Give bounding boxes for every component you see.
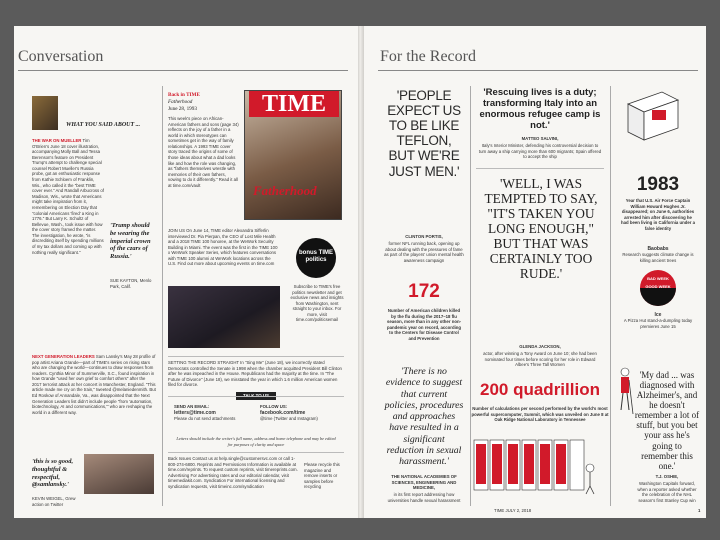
quote-oshie: 'My dad ... was diagnosed with Alzheimer's, and he doesn't remember a lot of stuff, but you bet your ass he's going to remember this one.': [634, 370, 700, 471]
mueller-section: [32, 138, 104, 255]
correction-rule: [168, 356, 344, 357]
quote-portis: 'PEOPLE EXPECT US TO BE LIKE TEFLON, BUT WE'RE JUST MEN.': [387, 88, 461, 179]
mueller-head: THE WAR ON MUELLER: [32, 138, 82, 143]
good-bad-week-sign: [640, 270, 676, 306]
quote-salvini: 'Rescuing lives is a duty; transforming Italy into an enormous refugee camp is not.': [479, 87, 601, 131]
recycle-note: Please recycle this magazine and remove inserts or samples before recycling: [304, 462, 340, 490]
quote-salvini-desc: Italy's Interior Minister, defending his controversial decision to turn away a ship carrying more than 600 migrants; Spain offered to accept the ship: [478, 143, 602, 160]
back-in-time-body: This week's piece on African-American fathers and sons (page 34) reflects on the joy of a father in a world in which stereotypes can sometimes get in the way of family relationships. A 1993 TIME cover story traced the origins of some of those ideas about what a dad looks like and how the role was changing, as "fathers themselves wrestle with memories of their own fathers, vowing to do it differently." Read it all at time.com/vault: [168, 116, 239, 188]
year-1983-desc: Year that U.S. Air Force Captain William Howard Hughes Jr. disappeared; on June 6, authorities arrested him after discovering he had been living in California under a false identity: [620, 198, 695, 231]
back-in-time-date: June 28, 1993: [168, 106, 197, 112]
mueller-cover-thumbnail: [32, 96, 58, 130]
bonus-body: Subscribe to TIME's free politics newsletter and get exclusive news and insights from Washington, sent straight to your inbox. For more, visit time.com/politicsemail: [290, 284, 344, 323]
stat-172-desc: Number of American children killed by the flu during the 2017–18 flu season, more than in any other non-pandemic year on record, according to the Centers for Disease Control and Prevention: [386, 308, 462, 341]
quote-oshie-attr: T.J. OSHIE,: [655, 474, 679, 479]
bonus-politics-badge: bonus TIME politics: [296, 238, 336, 278]
column-divider: [162, 86, 163, 506]
back-in-time-head: Back in TIME: [168, 92, 200, 98]
quote-salvini-attr: MATTEO SALVINI,: [521, 136, 559, 141]
follow-facebook[interactable]: facebook.com/time: [260, 409, 306, 416]
quote-jackson: 'WELL, I WAS TEMPTED TO SAY, "IT'S TAKEN YOU LONG ENOUGH," BUT THAT WAS CERTAINLY TOO RUDE.': [484, 176, 598, 281]
follow-twitter[interactable]: @time (Twitter and Instagram): [260, 416, 318, 422]
event-photo: [168, 286, 280, 348]
right-page: [364, 26, 706, 518]
tweet-quote: 'this is so good, thoughtful & respectful, @samlansky.': [32, 458, 74, 489]
page-number: 1: [698, 508, 701, 513]
back-issues-rule: [168, 452, 344, 453]
nextgen-body: Sam Lansky's May 28 profile of pop artist Ariana Grande—part of TIME's series on rising stars who are changing the world—continues to draw responses from readers. Cynthia Minor of Summerville, S.C., found inspiration in how Grande "used her own grief to comfort others" after the 2017 terrorist attack at her concert in Manchester, England. "This article made me cry on the train," tweeted @melaniedenmith. But Ed Roskow of Annandale, Va., was disappointed that the Next Generation Leaders list didn't include people "from 'automation, biotechnology, AI and communications,'" who are reshaping the world in a different way.: [32, 354, 156, 415]
mailbox-svg: [622, 82, 682, 146]
back-issues-text: Back Issues Contact us at help.single@customersvc.com or call 1-800-274-6800. Reprints and Permissions Information is available at time.com/reprints. To request custom reprints, visit timereprints.com. Advertising For advertising rates and our editorial calendar, visit timemediakit.com. Syndication For international licensing and syndication requests, visit timeinc.com/syndication: [168, 456, 298, 489]
cover-title: Fatherhood: [253, 183, 317, 198]
hockey-figure-svg: [616, 366, 634, 418]
sign-bottom-label: GOOD WEEK: [645, 284, 671, 289]
back-in-time-sub: Fatherhood: [168, 99, 193, 105]
header-rule: [18, 70, 348, 71]
column-divider-b: [610, 86, 611, 506]
quote-jackson-attr: GLENDA JACKSON,: [519, 344, 561, 349]
follow-label: FOLLOW US:: [260, 404, 288, 409]
supercomputer-svg: [472, 432, 602, 496]
cover-logo: TIME: [249, 91, 339, 117]
good-week-label: Baobabs: [647, 246, 669, 252]
left-page: [14, 26, 358, 518]
year-1983: 1983: [636, 174, 680, 195]
mailbox-illustration: [622, 82, 682, 146]
stat-172: 172: [408, 281, 440, 302]
quote-portis-attr: CLINTON PORTIS,: [405, 234, 443, 239]
tweet-attribution: KEVIN WEIGEL, Grew action on Twitter: [32, 496, 76, 507]
nextgen-head: NEXT GENERATION LEADERS: [32, 354, 95, 359]
nextgen-section: [32, 354, 156, 415]
send-email-note: Please do not send attachments: [174, 416, 236, 422]
salvini-rule: [476, 168, 604, 169]
join-us-body: JOIN US On June 14, TIME editor Alexandra Sifferlin interviewed Dr. Pia Pierpan, the CEO of Lost Mile Health and a 2018 TIME 100 honoree, at the WeWork Security Building in Miami. The event was the first in the TIME 100 x WeWork Speaker Series, which features conversations with TIME 100 alumni at WeWork locations across the U.S. Find out more about upcoming events on time.com: [168, 228, 278, 267]
hockey-figure-illustration: [616, 366, 634, 418]
good-week-desc: Research suggests climate change is killing ancient trees: [622, 252, 694, 263]
section-title-for-the-record: For the Record: [380, 48, 476, 65]
sign-bottom-half: [640, 288, 676, 306]
pull-quote-trump: 'Trump should be wearing the imperial crown of the czars of Russia.': [110, 222, 151, 261]
section-title-conversation: Conversation: [18, 48, 104, 65]
send-email-label: SEND AN EMAIL:: [174, 404, 210, 409]
send-email-block: [174, 404, 248, 422]
stat-200-quadrillion-desc: Number of calculations per second performed by the world's most powerful supercomputer, Summit, which was unveiled on June 8 at Oak Ridge National Laboratory in Tennessee: [471, 406, 609, 423]
header-rule-right: [378, 70, 698, 71]
send-email-address[interactable]: letters@time.com: [174, 409, 216, 416]
quote-jackson-desc: actor, after winning a Tony Award on June 10; she had been nominated four times before scoring for her role in Edward Albee's Three Tall Women: [483, 351, 597, 368]
bad-week-label: Ice: [654, 312, 662, 318]
quote-oshie-desc: Washington Capitals forward, when a reporter asked whether the celebration of the NHL season's first Stanley Cup win: [637, 481, 697, 503]
quote-academies-desc: in its first report addressing how universities handle sexual harassment: [387, 492, 461, 503]
bad-week-desc: A Pizza Hut stand-a-dumpling today premieres June 15: [623, 318, 693, 329]
talk-rule: [168, 396, 344, 397]
quote-national-academies: 'There is no evidence to suggest that current policies, procedures and approaches have resulted in a significant reduction in sexual harassment.': [384, 366, 464, 468]
footer-text: TIME JULY 2, 2018: [494, 508, 532, 513]
column-divider-a: [470, 86, 471, 506]
stat-200-quadrillion: 200 quadrillion: [480, 380, 600, 399]
follow-block: [260, 404, 340, 422]
letters-note: Letters should include the writer's full name, address and home telephone and may be edited for purposes of clarity and space: [176, 436, 336, 447]
sign-top-label: BAD WEEK: [647, 276, 669, 281]
quote-portis-desc: former NFL running back, opening up about dealing with the pressures of fame as part of the players' union mental health awareness campaign: [384, 241, 464, 263]
quote-academies-attr: THE NATIONAL ACADEMIES OF SCIENCES, ENGINEERING AND MEDICINE,: [391, 474, 457, 491]
readers-header: WHAT YOU SAID ABOUT ...: [66, 122, 141, 128]
correction-text: SETTING THE RECORD STRAIGHT In "Sing Me" (June 18), we incorrectly stated Democrats controlled the Senate in 1998 when the chamber acquitted President Bill Clinton after he was impeached in the House. Republicans had the majority at the time. In "The Future of Divorce" (June 18), we misstated the year in which 1.6 million American women filed for divorce.: [168, 360, 342, 388]
ariana-grande-photo: [84, 454, 154, 494]
time-cover-fatherhood: [244, 90, 342, 220]
supercomputer-illustration: [472, 432, 602, 496]
mueller-body: Tim O'Brien's June 18 cover illustration, accompanying Molly Ball and Tessa Berenson's feature on President Trump's attempt to challenge special counsel Robert Mueller's Russia probe, got an enthusiastic response from Kathie Schloem of Franklin, Wis., who called it the "best TIME cover ever." And Randall Arbucross of Madison, Wis., wrote that Americans might take inspiration from it, remembering on Election Day that "colonial Americans 'fired' a King in 1776." But Larry K. Schultz of Bellevue, Wash., took issue with how the cover story framed the matter. The investigation, he wrote, "is discrediting itself by spending millions of my tax dollars and coming up with nothing really significant.": [32, 138, 104, 255]
pull-quote-attribution: SUE KAYTON, Menlo Park, Calif.: [110, 278, 152, 289]
